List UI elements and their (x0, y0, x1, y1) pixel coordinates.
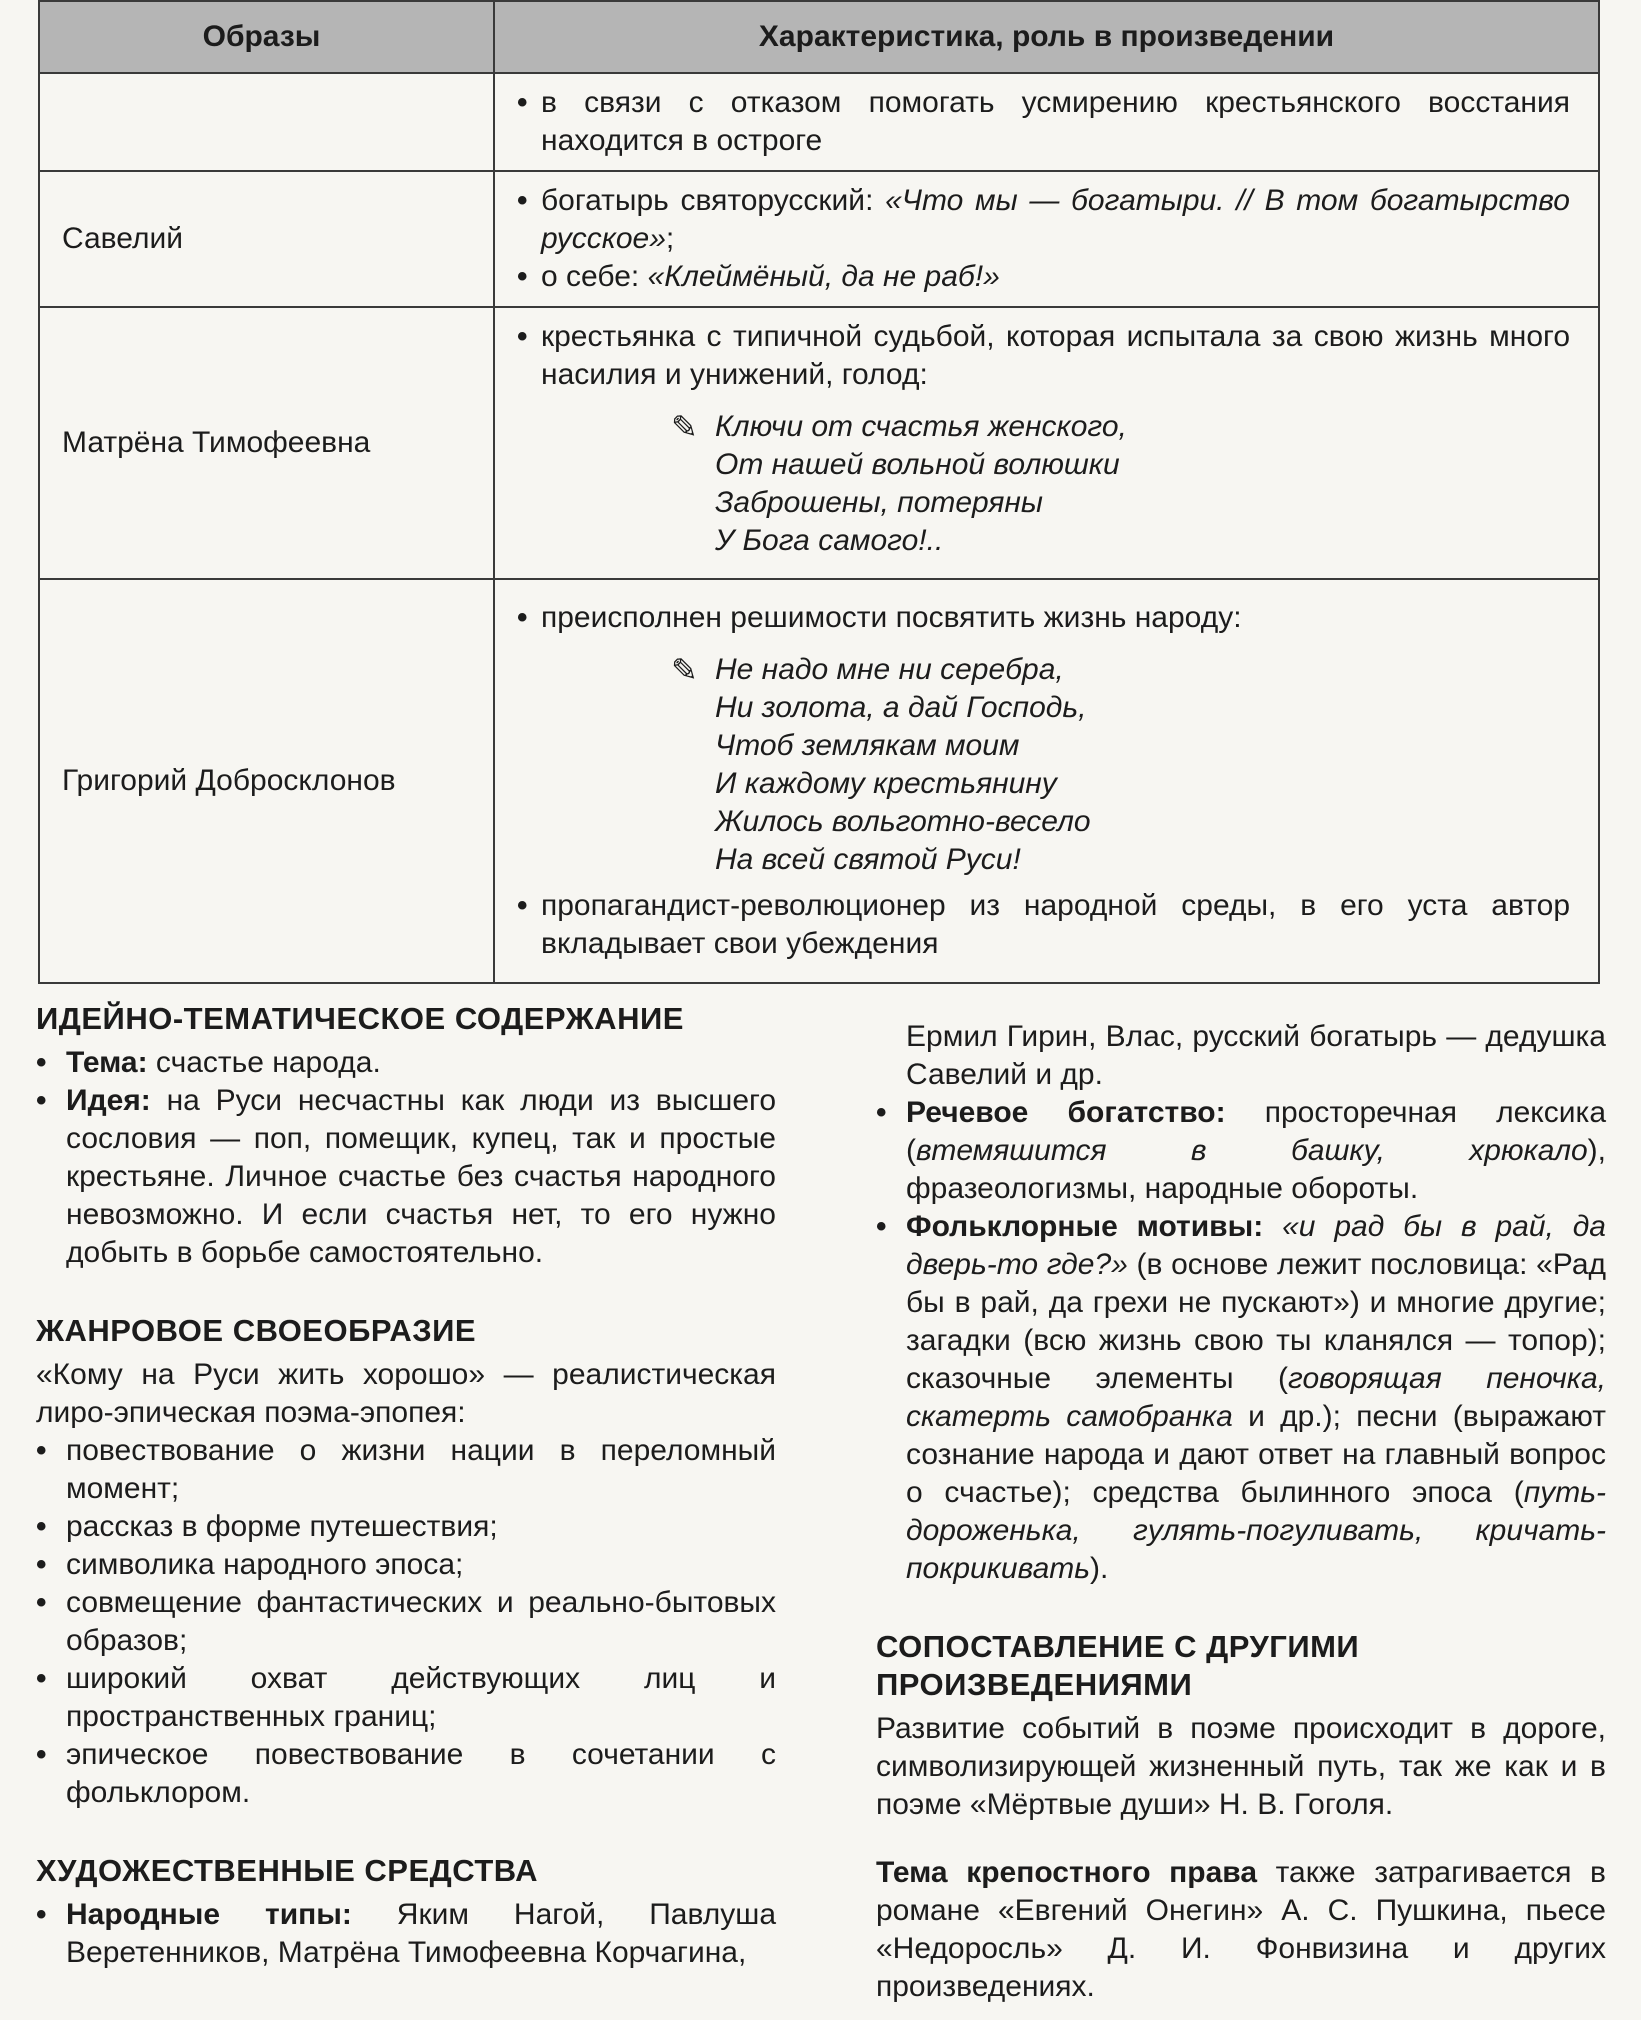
bullet-icon: • (517, 86, 528, 119)
section-heading: ИДЕЙНО-ТЕМАТИЧЕСКОЕ СОДЕРЖАНИЕ (36, 1001, 684, 1036)
table-header-characteristics: Характеристика, роль в произведении (494, 1, 1599, 73)
bullet-icon: • (876, 1210, 887, 1243)
row-description (494, 171, 1599, 307)
list-item: • эпическое повествование в сочетании с фольклором. (36, 1738, 776, 1809)
row-name: Савелий (39, 171, 494, 307)
characters-table (38, 0, 1600, 984)
list-item: • о себе: «Клеймёный, да не раб!» (517, 258, 1570, 296)
list-item: • рассказ в форме путешествия; (36, 1508, 776, 1546)
list-item: • символика народного эпоса; (36, 1546, 776, 1584)
comparison-paragraph: Развитие событий в поэме происходит в дороге, символизирующей жизненный путь, так же как и в поэме «Мёртвые души» Н. В. Гоголя. (876, 1712, 1606, 1821)
table-row (39, 171, 1599, 307)
bullet-icon: • (36, 1434, 47, 1467)
bullet-icon: • (517, 260, 528, 293)
row-name: Матрёна Тимофеевна (39, 307, 494, 579)
list-item: • в связи с отказом помогать усмирению крестьянского восстания находится в остроге (517, 86, 1570, 157)
bullet-icon: • (36, 1586, 47, 1619)
list-item: • повествование о жизни нации в переломный момент; (36, 1434, 776, 1505)
row-name (39, 73, 494, 171)
list-item: • совмещение фантастических и реально-бытовых образов; (36, 1586, 776, 1657)
list-item: • Идея: на Руси несчастны как люди из высшего сословия — поп, помещик, купец, так и простые крестьяне. Личное счастье без счастья народного невозможно. И если счастья нет, то его нужно добыть в борьбе самостоятельно. (36, 1084, 776, 1269)
bullet-icon: • (517, 601, 528, 634)
pen-icon: ✎ (671, 652, 698, 688)
table-row (39, 307, 1599, 579)
list-item: • пропагандист-революционер из народной среды, в его уста автор вкладывает свои убеждения (517, 889, 1570, 960)
table-row (39, 73, 1599, 171)
bullet-icon: • (36, 1548, 47, 1581)
verse-quote: ✎ Не надо мне ни серебра, Ни золота, а дай Господь, Чтоб землякам моим И каждому крестьянину Жилось вольготно-весело На всей святой Руси! (671, 652, 1091, 876)
list-item: • Речевое богатство: просторечная лексика (втемяшится в башку, хрюкало), фразеологизмы, народные обороты. (876, 1096, 1606, 1205)
pen-icon: ✎ (671, 409, 698, 445)
section-heading: СОПОСТАВЛЕНИЕ С ДРУГИМИ ПРОИЗВЕДЕНИЯМИ (876, 1629, 1360, 1702)
list-item: • Народные типы: Яким Нагой, Павлуша Веретенников, Матрёна Тимофеевна Корчагина, (36, 1898, 776, 1969)
row-description (494, 307, 1599, 579)
list-item: • Тема: счастье народа. (36, 1044, 776, 1082)
list-item: • крестьянка с типичной судьбой, которая испытала за свою жизнь много насилия и унижений, голод: (517, 320, 1570, 391)
table-row (39, 579, 1599, 983)
bullet-icon: • (36, 1898, 47, 1931)
left-column (36, 1000, 776, 1972)
bullet-icon: • (36, 1046, 47, 1079)
verse-quote: ✎ Ключи от счастья женского, От нашей вольной волюшки Заброшены, потеряны У Бога самого!.. (671, 409, 1127, 557)
row-name: Григорий Добросклонов (39, 579, 494, 983)
comparison-paragraph: Тема крепостного права также затрагивается в романе «Евгений Онегин» А. С. Пушкина, пьесе «Недоросль» Д. И. Фонвизина и других произведениях. (876, 1856, 1606, 2003)
row-description (494, 73, 1599, 171)
bullet-icon: • (517, 184, 528, 217)
table-header-row (39, 1, 1599, 73)
bullet-icon: • (36, 1738, 47, 1771)
list-item: • богатырь святорусский: «Что мы — богатыри. // В том богатырство русское»; (517, 184, 1570, 255)
bullet-icon: • (36, 1662, 47, 1695)
bullet-icon: • (876, 1096, 887, 1129)
list-item: • Фольклорные мотивы: «и рад бы в рай, да дверь-то где?» (в основе лежит пословица: «Рад бы в рай, да грехи не пускают») и многие другие; загадки (всю жизнь свою ты кланялся — топор); сказочные элементы (говорящая пеночка, скатерть самобранка и др.); песни (выражают сознание народа и дают ответ на главный вопрос о счастье); средства былинного эпоса (путь-дороженька, гулять-погуливать, кричать-покрикивать). (876, 1210, 1607, 1585)
bullet-icon: • (36, 1510, 47, 1543)
section-heading: ЖАНРОВОЕ СВОЕОБРАЗИЕ (36, 1313, 477, 1348)
list-item: • преисполнен решимости посвятить жизнь народу: (517, 599, 1570, 637)
list-item: • широкий охват действующих лиц и пространственных границ; (36, 1662, 776, 1733)
table-header-images: Образы (39, 1, 494, 73)
bullet-icon: • (517, 889, 528, 922)
section-heading: ХУДОЖЕСТВЕННЫЕ СРЕДСТВА (36, 1853, 539, 1888)
bullet-icon: • (517, 320, 528, 353)
genre-intro: «Кому на Руси жить хорошо» — реалистическая лиро-эпическая поэма-эпопея: (36, 1358, 776, 1429)
right-column (876, 1018, 1606, 2006)
bullet-icon: • (36, 1084, 47, 1117)
types-continued: Ермил Гирин, Влас, русский богатырь — дедушка Савелий и др. (906, 1020, 1606, 1091)
row-description (494, 579, 1599, 983)
